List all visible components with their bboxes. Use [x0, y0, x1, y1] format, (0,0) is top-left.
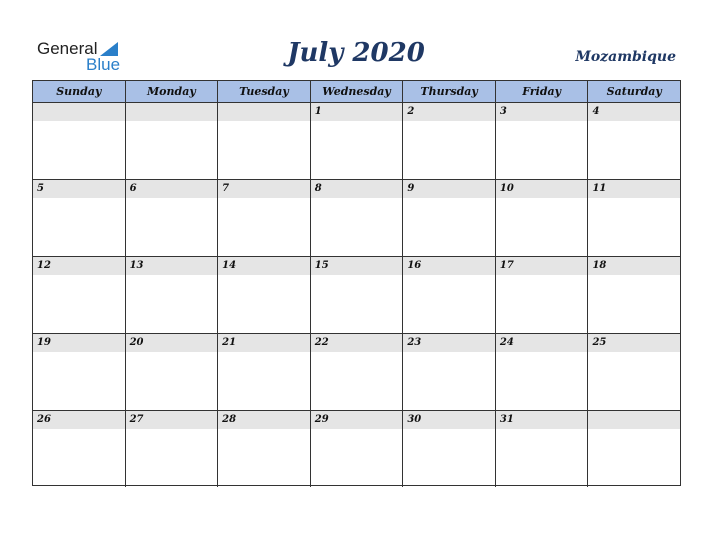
day-cell	[126, 103, 219, 179]
day-cell	[496, 257, 589, 333]
weekday-header: Friday	[496, 81, 589, 102]
day-cell	[588, 334, 680, 410]
day-number: 27	[129, 414, 144, 425]
day-cell	[33, 257, 126, 333]
day-cell	[311, 411, 404, 487]
day-cell	[496, 411, 589, 487]
day-number: 5	[37, 183, 44, 194]
day-number: 25	[592, 337, 607, 348]
day-cell	[126, 257, 219, 333]
day-cell	[403, 180, 496, 256]
day-number: 28	[222, 414, 237, 425]
day-cell	[311, 103, 404, 179]
day-cell	[496, 334, 589, 410]
day-number: 22	[314, 337, 329, 348]
week-row	[33, 180, 680, 257]
day-number: 15	[314, 260, 329, 271]
weekday-header-row	[33, 81, 680, 103]
day-cell	[588, 103, 680, 179]
day-number: 14	[222, 260, 237, 271]
weekday-header: Thursday	[403, 81, 496, 102]
day-number: 13	[129, 260, 144, 271]
day-number: 24	[499, 337, 514, 348]
day-cell	[218, 257, 311, 333]
weekday-header: Wednesday	[311, 81, 404, 102]
day-number: 18	[592, 260, 607, 271]
day-number: 21	[222, 337, 237, 348]
day-cell	[311, 180, 404, 256]
day-number: 4	[592, 106, 600, 117]
day-cell	[403, 334, 496, 410]
day-cell	[403, 411, 496, 487]
day-number: 29	[314, 414, 329, 425]
day-cell	[33, 103, 126, 179]
day-number: 16	[407, 260, 422, 271]
day-cell	[126, 180, 219, 256]
day-cell	[126, 411, 219, 487]
day-cell	[496, 103, 589, 179]
day-number: 6	[129, 183, 137, 194]
day-cell	[403, 257, 496, 333]
day-cell	[311, 257, 404, 333]
week-row	[33, 103, 680, 180]
week-row	[33, 334, 680, 411]
day-number: 9	[407, 183, 415, 194]
day-cell	[126, 334, 219, 410]
country-name: Mozambique	[575, 49, 676, 65]
day-number: 1	[314, 106, 322, 117]
day-number: 11	[592, 183, 607, 194]
day-cell	[33, 180, 126, 256]
day-number: 31	[499, 414, 514, 425]
weekday-header: Monday	[126, 81, 219, 102]
calendar-grid	[32, 80, 681, 486]
day-number: 26	[37, 414, 51, 425]
day-cell	[33, 334, 126, 410]
day-number: 17	[499, 260, 514, 271]
day-number: 8	[314, 183, 322, 194]
day-cell	[403, 103, 496, 179]
day-cell	[218, 411, 311, 487]
day-cell	[33, 411, 126, 487]
day-number: 3	[499, 106, 507, 117]
day-number: 7	[222, 183, 230, 194]
day-number: 23	[407, 337, 422, 348]
day-number: 10	[499, 183, 514, 194]
day-cell	[496, 180, 589, 256]
day-number: 20	[129, 337, 144, 348]
week-row	[33, 411, 680, 487]
day-cell	[218, 103, 311, 179]
logo-text-blue: Blue	[86, 55, 121, 74]
day-number: 12	[37, 260, 51, 271]
weekday-header: Sunday	[33, 81, 126, 102]
day-number: 30	[407, 414, 422, 425]
weekday-header: Tuesday	[218, 81, 311, 102]
day-cell	[218, 180, 311, 256]
day-number: 2	[407, 106, 415, 117]
day-cell	[588, 257, 680, 333]
week-row	[33, 257, 680, 334]
month-title: July 2020	[287, 38, 425, 68]
weekday-header: Saturday	[606, 85, 662, 98]
day-cell	[588, 180, 680, 256]
day-cell	[311, 334, 404, 410]
logo-text-general: General	[37, 39, 98, 58]
day-number: 19	[37, 337, 51, 348]
day-cell	[218, 334, 311, 410]
day-cell	[588, 411, 680, 487]
